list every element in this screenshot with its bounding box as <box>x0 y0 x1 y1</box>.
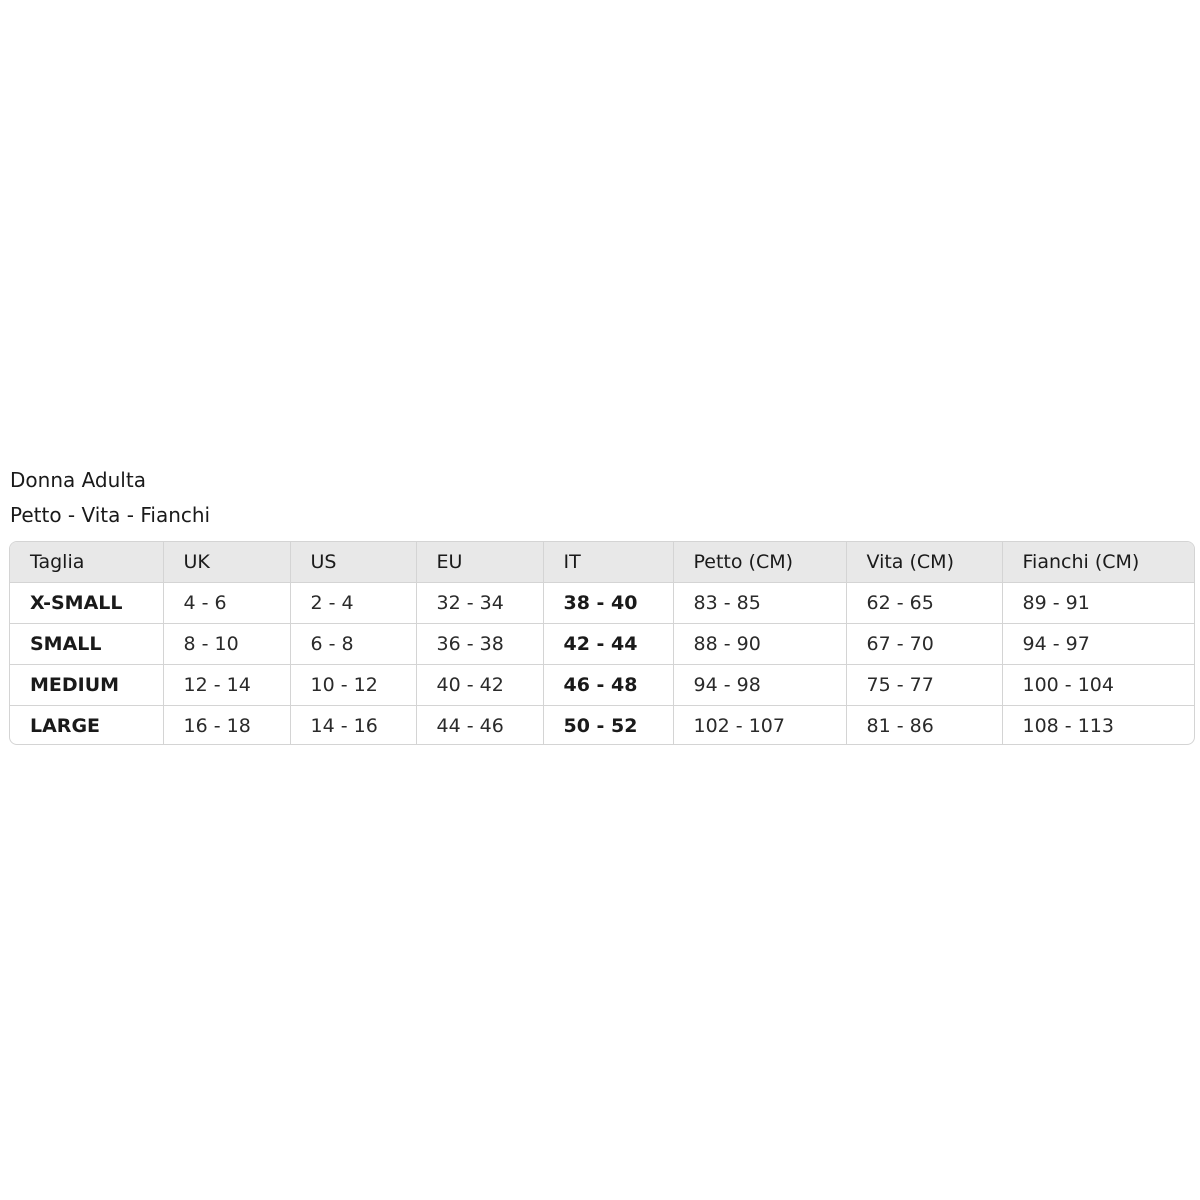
cell-size: LARGE <box>10 706 163 746</box>
header-vita: Vita (CM) <box>846 542 1002 583</box>
cell-vita: 75 - 77 <box>846 665 1002 706</box>
cell-vita: 81 - 86 <box>846 706 1002 746</box>
cell-it: 42 - 44 <box>543 624 673 665</box>
cell-fianchi: 100 - 104 <box>1002 665 1194 706</box>
cell-eu: 32 - 34 <box>416 583 543 624</box>
cell-us: 2 - 4 <box>290 583 416 624</box>
page-subtitle: Petto - Vita - Fianchi <box>10 503 211 527</box>
size-chart-table <box>10 542 1194 745</box>
cell-us: 14 - 16 <box>290 706 416 746</box>
page-title: Donna Adulta <box>10 468 146 492</box>
cell-us: 10 - 12 <box>290 665 416 706</box>
cell-size: SMALL <box>10 624 163 665</box>
cell-uk: 8 - 10 <box>163 624 290 665</box>
header-eu: EU <box>416 542 543 583</box>
table-row <box>10 583 1194 624</box>
cell-eu: 44 - 46 <box>416 706 543 746</box>
cell-vita: 62 - 65 <box>846 583 1002 624</box>
cell-petto: 83 - 85 <box>673 583 846 624</box>
cell-petto: 94 - 98 <box>673 665 846 706</box>
cell-it: 46 - 48 <box>543 665 673 706</box>
cell-uk: 12 - 14 <box>163 665 290 706</box>
cell-eu: 36 - 38 <box>416 624 543 665</box>
table-row <box>10 665 1194 706</box>
header-uk: UK <box>163 542 290 583</box>
cell-petto: 88 - 90 <box>673 624 846 665</box>
cell-eu: 40 - 42 <box>416 665 543 706</box>
cell-it: 38 - 40 <box>543 583 673 624</box>
cell-uk: 16 - 18 <box>163 706 290 746</box>
cell-size: X-SMALL <box>10 583 163 624</box>
cell-us: 6 - 8 <box>290 624 416 665</box>
header-us: US <box>290 542 416 583</box>
cell-uk: 4 - 6 <box>163 583 290 624</box>
cell-fianchi: 94 - 97 <box>1002 624 1194 665</box>
cell-petto: 102 - 107 <box>673 706 846 746</box>
table-row <box>10 624 1194 665</box>
cell-it: 50 - 52 <box>543 706 673 746</box>
table-header-row <box>10 542 1194 583</box>
table-row <box>10 706 1194 746</box>
header-taglia: Taglia <box>10 542 163 583</box>
size-chart-table-container <box>9 541 1195 745</box>
cell-fianchi: 89 - 91 <box>1002 583 1194 624</box>
header-fianchi: Fianchi (CM) <box>1002 542 1194 583</box>
cell-size: MEDIUM <box>10 665 163 706</box>
header-petto: Petto (CM) <box>673 542 846 583</box>
header-it: IT <box>543 542 673 583</box>
cell-vita: 67 - 70 <box>846 624 1002 665</box>
cell-fianchi: 108 - 113 <box>1022 715 1114 737</box>
